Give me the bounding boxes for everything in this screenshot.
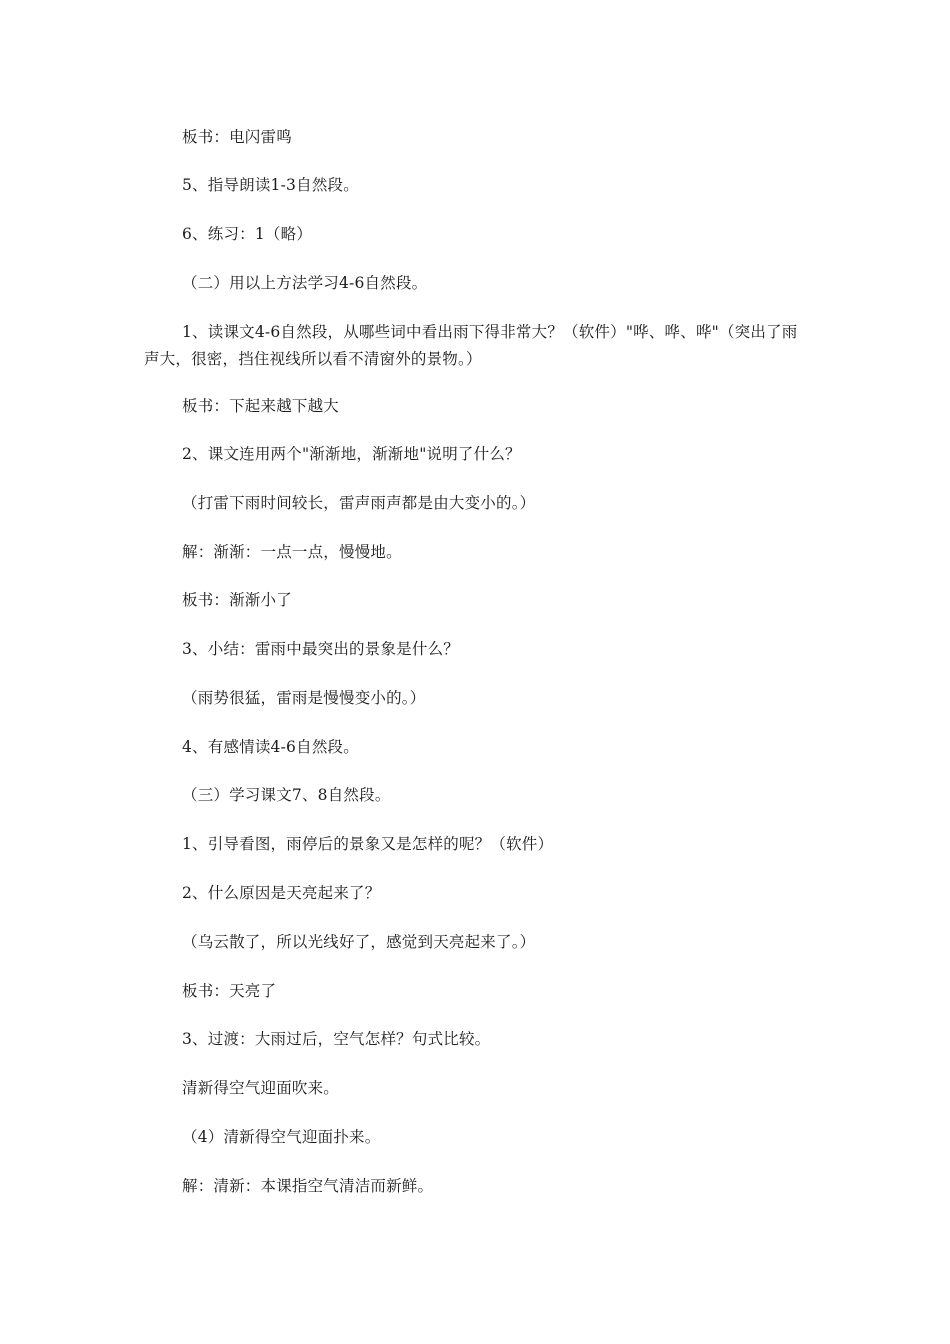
paragraph-10: 板书：渐渐小了 (182, 591, 292, 609)
paragraph-12: （雨势很猛，雷雨是慢慢变小的。） (182, 689, 426, 707)
paragraph-16: 2、什么原因是天亮起来了？ (182, 884, 381, 902)
paragraph-14: （三）学习课文7、8自然段。 (182, 786, 391, 804)
paragraph-4: （二）用以上方法学习4-6自然段。 (182, 274, 428, 292)
paragraph-9: 解：渐渐：一点一点，慢慢地。 (182, 543, 402, 561)
paragraph-17: （乌云散了，所以光线好了，感觉到天亮起来了。） (182, 933, 536, 951)
paragraph-15: 1、引导看图，雨停后的景象又是怎样的呢？（软件） (182, 835, 554, 853)
paragraph-7: 2、课文连用两个"渐渐地，渐渐地"说明了什么？ (182, 445, 521, 463)
paragraph-8: （打雷下雨时间较长，雷声雨声都是由大变小的。） (182, 494, 536, 512)
paragraph-2: 5、指导朗读1-3自然段。 (182, 176, 359, 194)
paragraph-20: 清新得空气迎面吹来。 (182, 1079, 340, 1097)
paragraph-6: 板书：下起来越下越大 (182, 397, 340, 415)
paragraph-3: 6、练习：1（略） (182, 225, 313, 243)
paragraph-1: 板书：电闪雷鸣 (182, 128, 292, 146)
paragraph-11: 3、小结：雷雨中最突出的景象是什么？ (182, 640, 459, 658)
paragraph-22: 解：清新：本课指空气清洁而新鲜。 (182, 1177, 434, 1195)
paragraph-5: 1、读课文4-6自然段，从哪些词中看出雨下得非常大？（软件）"哗、哗、哗"（突出了雨声大，很密，挡住视线所以看不清窗外的景物。） (144, 323, 798, 368)
paragraph-19: 3、过渡：大雨过后，空气怎样？句式比较。 (182, 1030, 491, 1048)
paragraph-21: （4）清新得空气迎面扑来。 (182, 1128, 381, 1146)
paragraph-13: 4、有感情读4-6自然段。 (182, 738, 359, 756)
paragraph-18: 板书：天亮了 (182, 982, 277, 1000)
